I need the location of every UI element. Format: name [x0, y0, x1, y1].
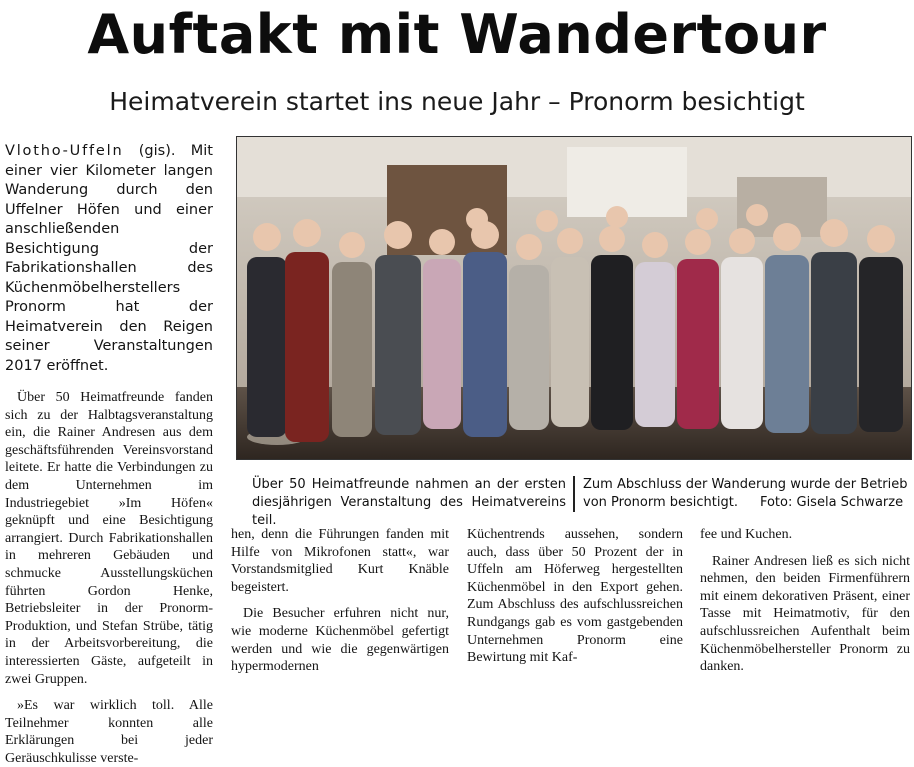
body-paragraph: Über 50 Heimatfreunde fanden sich zu der Halbtagsveranstaltung ein, die Rainer Andresen aus dem geschäftsführenden Vereinsvorstand leitete. Er hatte die Verbindungen zu dem Unternehmen im Industriegebiet »Im Höfen« geknüpft und eine Besichtigung arrangiert. Durch Fabrikationshallen in mehreren Gebäuden und schmucke Ausstellungsküchen führten Gordon Henke, Betriebsleiter in der Pronorm-Produktion, und Stefan Strübe, tätig in der Arbeitsvorbereitung, die interessierten Gäste, aufgeteilt in zwei Gruppen.	[5, 390, 213, 687]
caption-divider	[573, 476, 575, 512]
photo-caption-left: Über 50 Heimatfreunde nahmen an der ersten diesjährigen Veranstaltung des Heimatvereins teil.	[252, 477, 566, 528]
article-column-1	[5, 142, 213, 767]
lead-paragraph	[5, 142, 213, 376]
body-paragraph: hen, denn die Führungen fanden mit Hilfe von Mikrofonen statt«, war Vorstandsmitglied Kurt Knäble begeistert.	[231, 527, 449, 595]
article-column-3	[467, 526, 683, 667]
group-photo-illustration	[237, 137, 911, 459]
body-paragraph: Die Besucher erfuhren nicht nur, wie moderne Küchenmöbel gefertigt werden und wie die gegenwärtigen hypermodernen	[231, 606, 449, 675]
lead-text: (gis). Mit einer vier Kilometer langen Wanderung durch den Uffelner Höfen und einer anschließenden Besichtigung der Fabrikationshallen des Küchenmöbelherstellers Pronorm hat der Heimatverein den Reigen seiner Veranstaltungen 2017 eröffnet.	[5, 143, 213, 374]
article-column-4	[700, 526, 910, 676]
photo-credit: Foto: Gisela Schwarze	[759, 495, 904, 510]
subheadline: Heimatverein startet ins neue Jahr – Pronorm besichtigt	[109, 87, 805, 116]
body-paragraph: fee und Kuchen.	[700, 527, 793, 542]
caption-text: Zum Abschluss der Wanderung wurde der Betrieb von Pronorm besichtigt.	[583, 477, 908, 510]
group-photo	[236, 136, 912, 460]
dateline: Vlotho-Uffeln	[5, 143, 124, 159]
photo-caption-right	[583, 476, 908, 512]
body-paragraph: Küchentrends aussehen, sondern auch, dass über 50 Prozent der in Uffeln am Höferweg hergestellten Küchenmöbel in den Export gehen. Zum Abschluss des aufschlussreichen Rundgangs gab es vom gastgebenden Unternehmen Pronorm eine Bewirtung mit Kaf-	[467, 527, 683, 666]
article-column-2	[231, 526, 449, 676]
body-paragraph: Rainer Andresen ließ es sich nicht nehmen, den beiden Firmenführern mit einem dekorativen Präsent, einer Tasse mit Heimatmotiv, für den aufschlussreichen Aufenthalt beim Küchenmöbelhersteller Pronorm zu danken.	[700, 553, 910, 675]
body-paragraph: »Es war wirklich toll. Alle Teilnehmer konnten alle Erklärungen bei jeder Geräuschkulisse verste-	[5, 698, 213, 766]
headline: Auftakt mit Wandertour	[87, 3, 827, 66]
